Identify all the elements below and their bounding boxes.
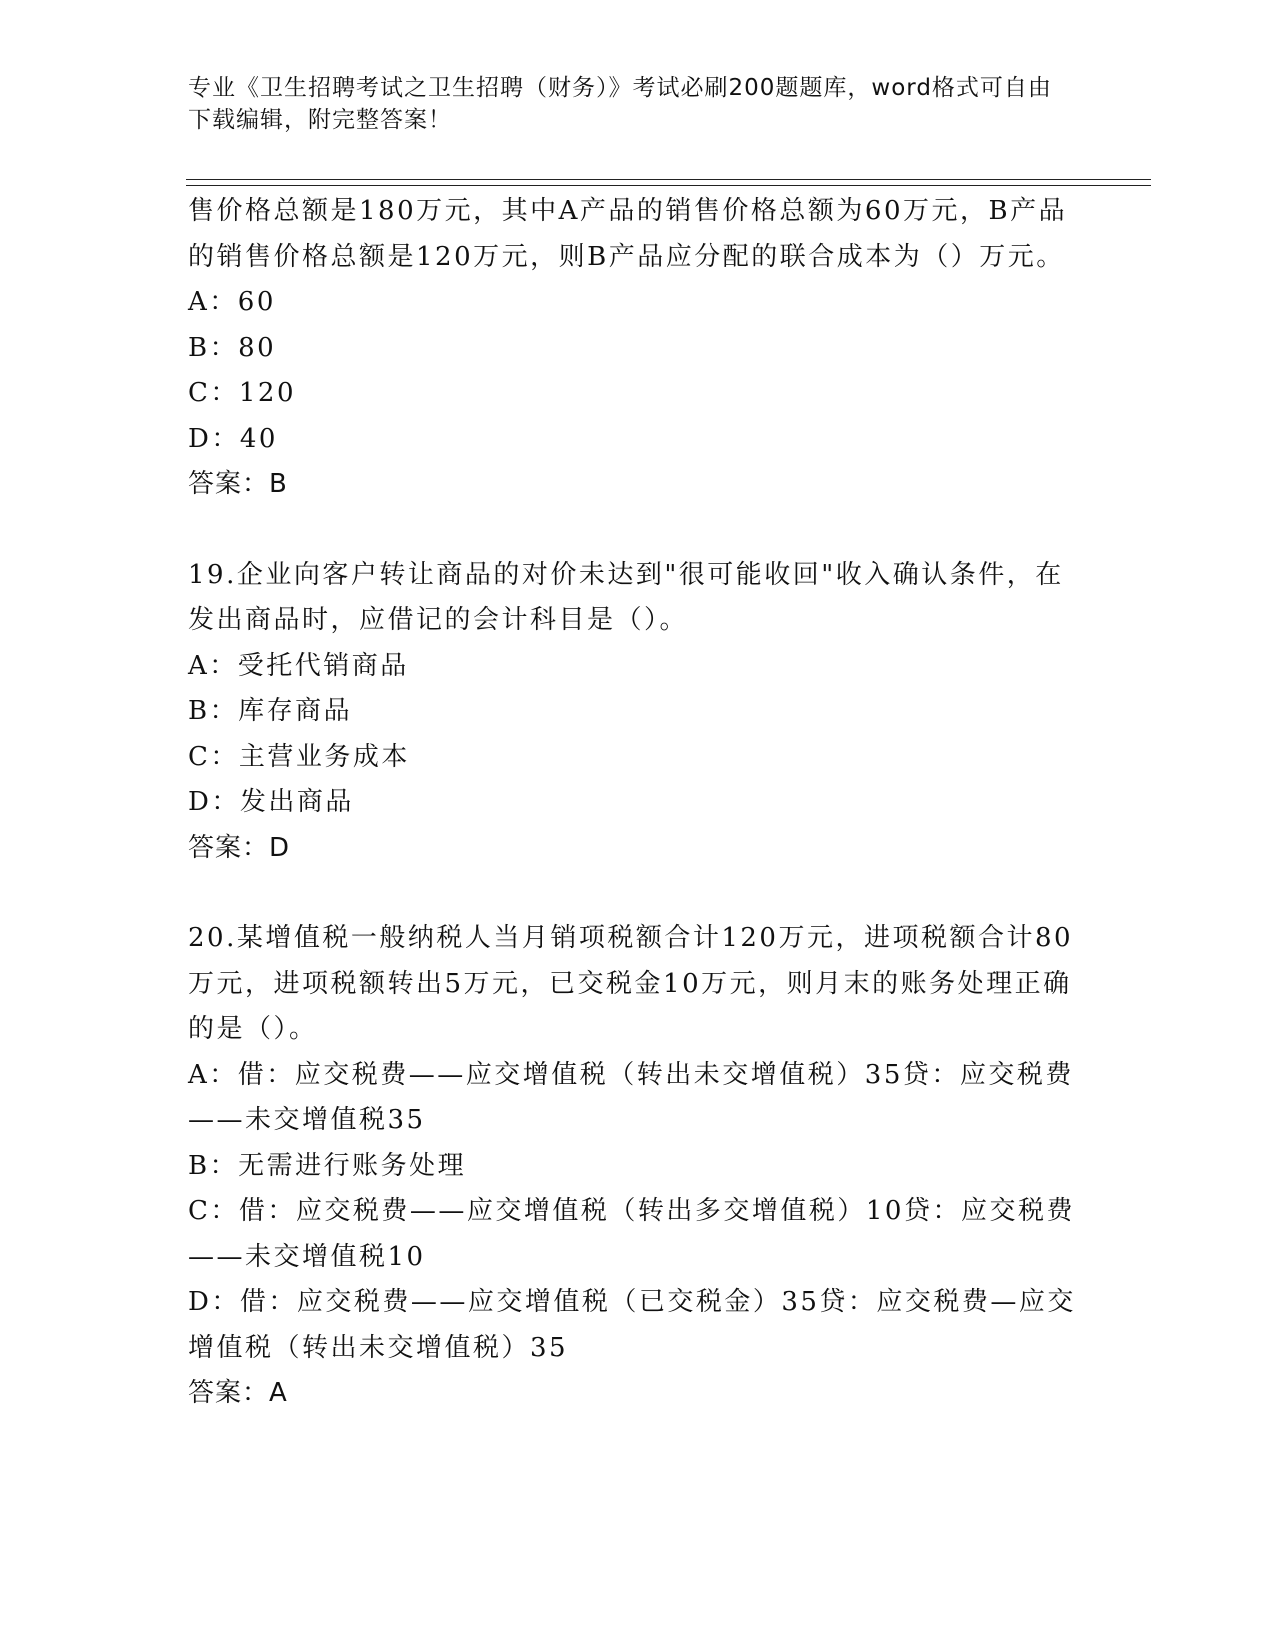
option-a: A：60 [188,287,276,317]
header-divider-bottom [186,185,1151,186]
document-header: 专业《卫生招聘考试之卫生招聘（财务）》考试必刷200题题库，word格式可自由下载编辑，附完整答案！ [188,75,1052,133]
question-19 [188,553,1088,872]
option-a: A：借：应交税费——应交增值税（转出未交增值税）35贷：应交税费——未交增值税35 [188,1059,1074,1135]
question-20 [188,916,1088,1417]
question-stem: 售价格总额是180万元，其中A产品的销售价格总额为60万元，B产品的销售价格总额是120万元，则B产品应分配的联合成本为（）万元。 [188,196,1068,272]
option-c: C：120 [188,378,297,408]
option-d: D：发出商品 [188,787,354,817]
option-c: C：借：应交税费——应交增值税（转出多交增值税）10贷：应交税费——未交增值税10 [188,1196,1075,1272]
option-d: D：40 [188,423,278,454]
answer: 答案：A [188,1378,288,1408]
question-spacer [188,871,1088,916]
option-b: B：库存商品 [188,696,353,726]
answer: 答案：B [188,469,288,499]
question-list [188,189,1088,1417]
question-stem: 20.某增值税一般纳税人当月销项税额合计120万元，进项税额合计80万元，进项税额转出5万元，已交税金10万元，则月末的账务处理正确的是（）。 [188,923,1074,1044]
option-a: A：受托代销商品 [188,650,409,681]
question-stem: 19.企业向客户转让商品的对价未达到"很可能收回"收入确认条件，在发出商品时，应借记的会计科目是（）。 [188,559,1064,635]
question-spacer [188,508,1088,553]
question-18 [188,189,1088,508]
option-b: B：80 [188,332,277,363]
option-d: D：借：应交税费——应交增值税（已交税金）35贷：应交税费—应交增值税（转出未交增值税）35 [188,1287,1076,1363]
header-divider-top [186,179,1151,180]
option-b: B：无需进行账务处理 [188,1150,467,1181]
answer: 答案：D [188,832,291,863]
option-c: C：主营业务成本 [188,741,410,772]
